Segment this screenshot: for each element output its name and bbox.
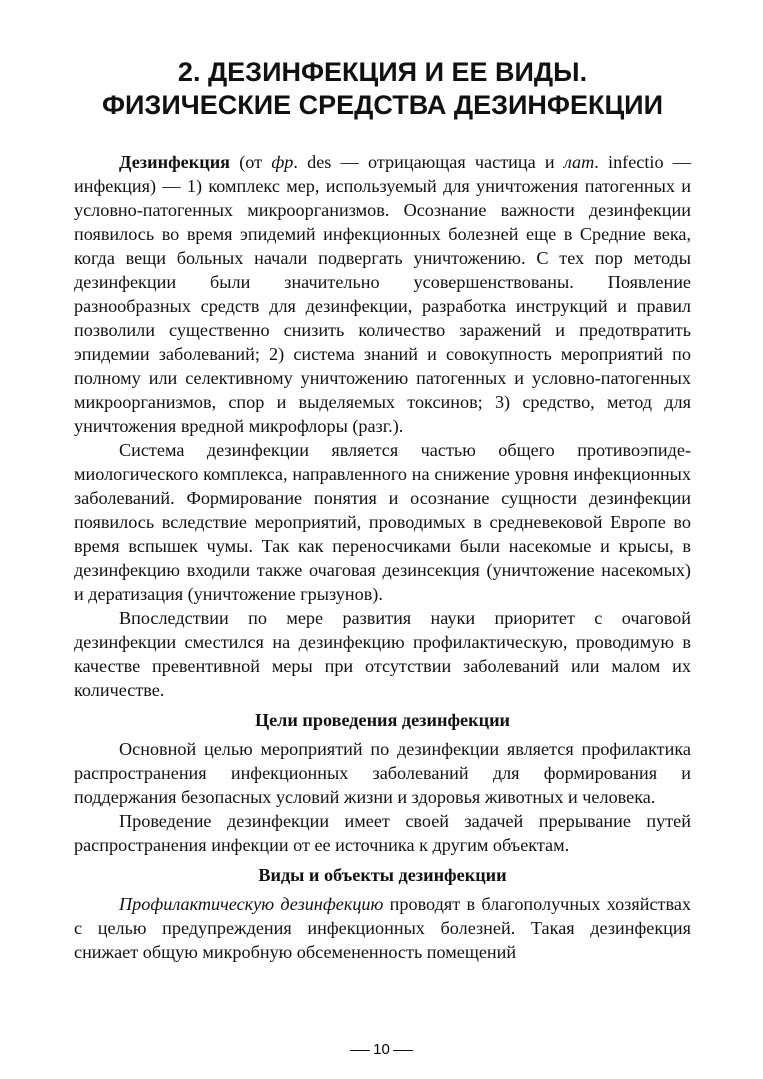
intro-text-2: . des — отрицающая частица и — [293, 152, 564, 172]
page-number-dash-right — [393, 1050, 413, 1051]
intro-paragraph — [74, 150, 691, 438]
page-number — [0, 1040, 763, 1060]
abbr-french: фр — [271, 152, 294, 172]
chapter-title — [74, 56, 691, 122]
intro-text-1: (от — [230, 152, 272, 172]
paragraph-later: Впоследствии по мере развития науки приоритет с очаговой дезинфекции сместился на дезинфекцию профилактическую, проводимую в качестве превентивной меры при отсутствии заболеваний или малом их количестве. — [74, 608, 691, 700]
section-heading-goals: Цели проведения дезинфекции — [254, 710, 511, 730]
chapter-title-line-1: 2. ДЕЗИНФЕКЦИЯ И ЕЕ ВИДЫ. — [177, 57, 588, 87]
section-heading-types: Виды и объекты дезинфекции — [258, 865, 507, 885]
paragraph-types-1 — [74, 892, 691, 964]
paragraph-goals-1: Основной целью мероприятий по дезинфекции является профилактика распространения инфекционных заболеваний для формирования и поддержания безопасных условий жизни и здоровья животных и человека. — [74, 739, 691, 807]
term-preventive-disinfection: Профилактическую дезинфекцию — [119, 894, 384, 914]
paragraph-types-1-text: проводят в благополучных хозяйствах с целью предупреждения инфекционных болезней. Такая дезинфекция снижает общую микробную обсемененность помещений — [74, 894, 692, 962]
paragraph-system: Система дезинфекции является частью общего противоэпидемиологического комплекса, направленного на снижение уровня инфекционных заболеваний. Формирование понятия и осознание сущности дезинфекции появилось вследствие мероприятий, проводимых в средневековой Европе во время вспышек чумы. Так как переносчиками были насекомые и крысы, в дезинфекцию входили также очаговая дезинсекция (уничтожение насекомых) и дератизация (уничтожение грызунов). — [74, 440, 691, 604]
chapter-title-line-2: ФИЗИЧЕСКИЕ СРЕДСТВА ДЕЗИНФЕКЦИИ — [101, 90, 663, 120]
page-number-dash-left — [350, 1050, 370, 1051]
intro-text-3: . infectio — инфекция) — 1) комплекс мер, используемый для уничтожения патогенных и условно-патогенных микроорганизмов. Осознание важности дезинфекции появилось во время эпидемий инфекционных болезней еще в Средние века, когда вещи больных начали подвергать уничтожению. С тех пор методы дезинфекции были значительно усовершенствованы. Появление разнообразных средств для дезинфекции, разработка инструкций и правил позволили существенно снизить количество заражений и предотвратить эпидемии заболеваний; 2) система знаний и совокупность мероприятий по полному или селективному уничтожению патогенных и условно-патогенных микроорганизмов, спор и выделяемых токсинов; 3) средство, метод для уничтожения вредной микрофлоры (разг.). — [74, 152, 691, 436]
paragraph-goals-2: Проведение дезинфекции имеет своей задачей прерывание путей распространения инфекции от ее источника к другим объектам. — [74, 811, 691, 855]
abbr-latin: лат — [563, 152, 595, 172]
term-disinfection: Дезинфекция — [119, 152, 231, 172]
page-number-value: 10 — [373, 1041, 390, 1058]
